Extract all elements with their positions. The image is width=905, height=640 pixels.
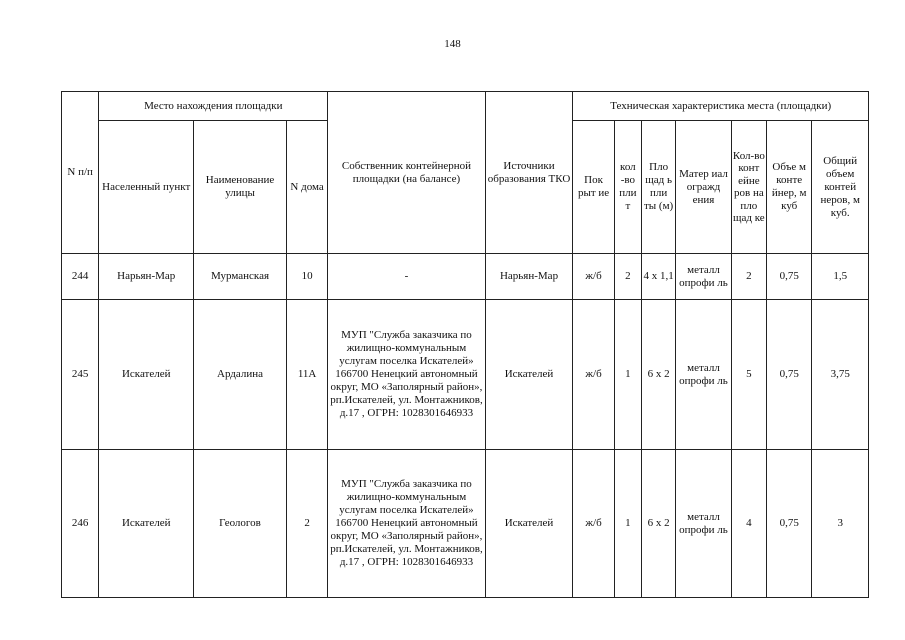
header-owner: Собственник контейнерной площадки (на балансе) xyxy=(328,92,485,254)
row-num: 244 xyxy=(62,254,99,300)
row-container-count: 2 xyxy=(731,254,766,300)
row-slab-count: 1 xyxy=(614,450,641,598)
row-slab-count: 1 xyxy=(614,300,641,450)
row-volume: 0,75 xyxy=(767,300,812,450)
row-volume: 0,75 xyxy=(767,254,812,300)
row-fence: металл опрофи ль xyxy=(676,254,731,300)
row-street: Мурманская xyxy=(194,254,287,300)
header-street: Наименование улицы xyxy=(194,121,287,254)
row-sources: Нарьян-Мар xyxy=(485,254,573,300)
header-tech-group: Техническая характеристика места (площадки) xyxy=(573,92,869,121)
row-house: 10 xyxy=(286,254,327,300)
header-settlement: Населенный пункт xyxy=(99,121,194,254)
row-container-count: 4 xyxy=(731,450,766,598)
row-num: 246 xyxy=(62,450,99,598)
row-num: 245 xyxy=(62,300,99,450)
row-total-volume: 1,5 xyxy=(812,254,869,300)
row-volume: 0,75 xyxy=(767,450,812,598)
header-location-group: Место нахождения площадки xyxy=(99,92,328,121)
row-fence: металл опрофи ль xyxy=(676,300,731,450)
header-slab-area: Пло щад ь пли ты (м) xyxy=(641,121,675,254)
row-settlement: Нарьян-Мар xyxy=(99,254,194,300)
row-container-count: 5 xyxy=(731,300,766,450)
row-owner: МУП "Служба заказчика по жилищно-коммунальным услугам поселка Искателей» 166700 Ненецкий автономный округ, МО «Заполярный район», рп.Искателей, ул. Монтажников, д.17 , ОГРН: 1028301646933 xyxy=(328,450,485,598)
header-row-1 xyxy=(62,92,869,121)
row-owner: - xyxy=(328,254,485,300)
row-street: Геологов xyxy=(194,450,287,598)
row-settlement: Искателей xyxy=(99,300,194,450)
row-surface: ж/б xyxy=(573,300,614,450)
header-total-volume: Общий объем контей неров, м куб. xyxy=(812,121,869,254)
row-sources: Искателей xyxy=(485,450,573,598)
header-sources: Источники образования ТКО xyxy=(485,92,573,254)
row-slab-area: 4 х 1,1 xyxy=(641,254,675,300)
table-row xyxy=(62,300,869,450)
row-total-volume: 3,75 xyxy=(812,300,869,450)
header-house: N дома xyxy=(286,121,327,254)
row-surface: ж/б xyxy=(573,450,614,598)
header-slab-count: кол -во пли т xyxy=(614,121,641,254)
header-container-count: Кол-во конт ейне ров на пло щад ке xyxy=(731,121,766,254)
header-volume: Объе м конте йнер, м куб xyxy=(767,121,812,254)
table-row xyxy=(62,450,869,598)
header-num: N п/п xyxy=(62,92,99,254)
row-sources: Искателей xyxy=(485,300,573,450)
row-surface: ж/б xyxy=(573,254,614,300)
row-total-volume: 3 xyxy=(812,450,869,598)
row-house: 11А xyxy=(286,300,327,450)
table-row xyxy=(62,254,869,300)
container-sites-table xyxy=(61,91,869,598)
row-settlement: Искателей xyxy=(99,450,194,598)
row-slab-area: 6 х 2 xyxy=(641,300,675,450)
page-number: 148 xyxy=(444,38,461,50)
row-owner: МУП "Служба заказчика по жилищно-коммунальным услугам поселка Искателей» 166700 Ненецкий автономный округ, МО «Заполярный район», рп.Искателей, ул. Монтажников, д.17 , ОГРН: 1028301646933 xyxy=(328,300,485,450)
row-slab-area: 6 х 2 xyxy=(641,450,675,598)
row-fence: металл опрофи ль xyxy=(676,450,731,598)
row-slab-count: 2 xyxy=(614,254,641,300)
header-fence: Матер иал огражд ения xyxy=(676,121,731,254)
header-surface: Пок рыт ие xyxy=(573,121,614,254)
row-house: 2 xyxy=(286,450,327,598)
row-street: Ардалина xyxy=(194,300,287,450)
